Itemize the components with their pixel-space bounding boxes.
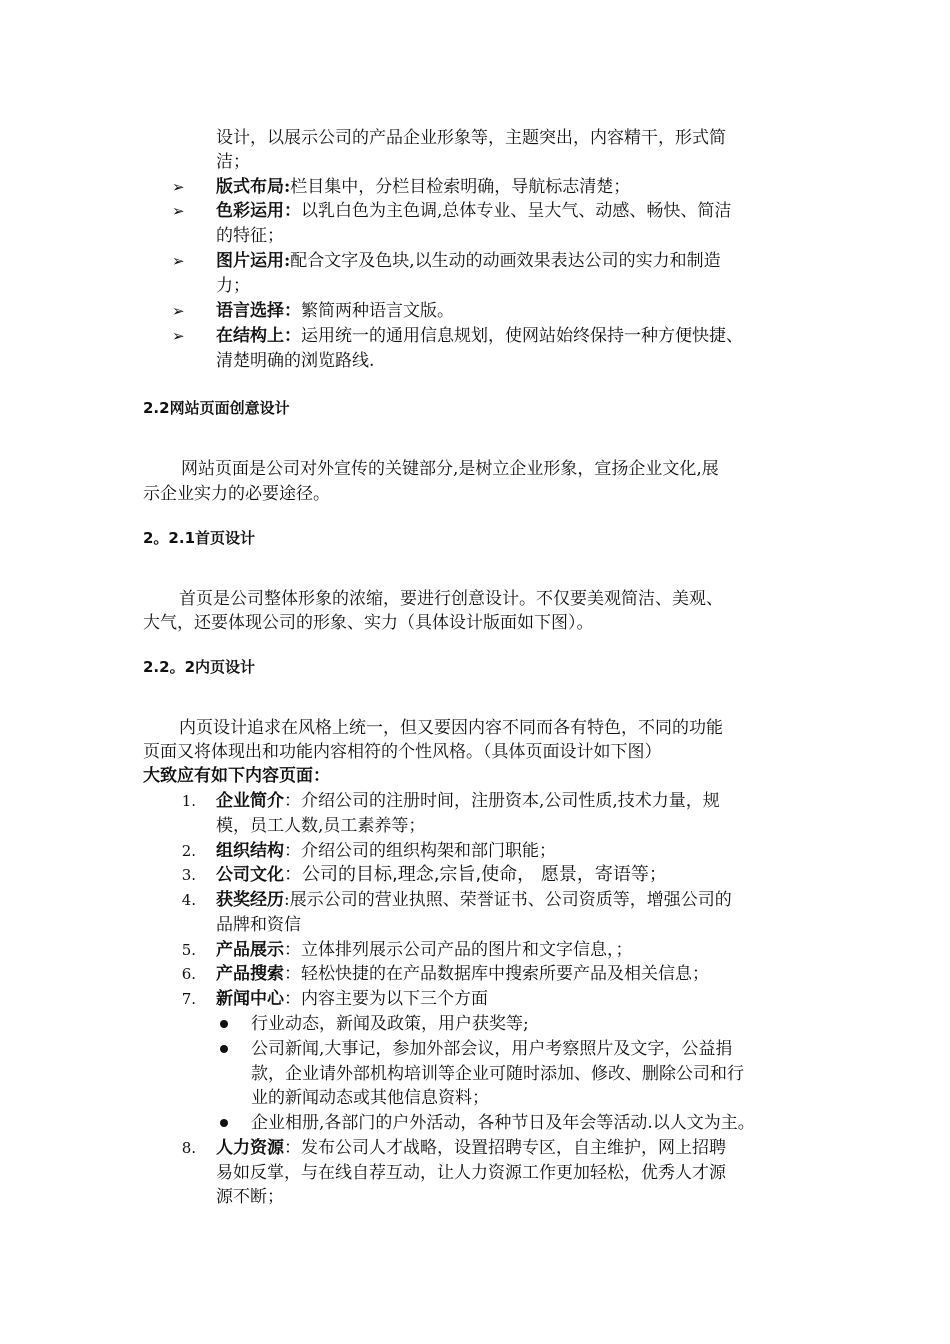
list-number: 7. [181,990,196,1008]
numbered-item-label: 产品搜索 [216,964,284,984]
numbered-item [216,962,709,986]
bullet-item: 企业相册,各部门的户外活动，各种节日及年会等活动.以人文为主。 [251,1113,755,1133]
list-number: 2. [181,842,196,860]
bullet-item-continuation: 款，企业请外部机构培训等企业可随时添加、修改、删除公司和行 [251,1064,744,1084]
arrow-bullet-icon: ➢ [172,327,185,345]
bullet-dot-icon [220,1020,228,1028]
intro-line-2: 洁； [216,152,250,172]
bullet-item: 行业动态，新闻及政策，用户获奖等; [251,1014,529,1034]
numbered-item-label: 获奖经历 [216,890,284,910]
section-2-2-1-para-line-2: 大气，还要体现公司的形象、实力（具体设计版面如下图）。 [143,613,594,633]
arrow-item [216,249,721,273]
numbered-item-text: ：立体排列展示公司产品的图片和文字信息，； [284,940,633,960]
intro-line-1: 设计，以展示公司的产品企业形象等，主题突出，内容精干，形式简 [216,128,726,148]
numbered-item-label: 组织结构 [216,841,284,861]
numbered-item-continuation: 易如反掌，与在线自荐互动，让人力资源工作更加轻松，优秀人才源 [216,1163,726,1183]
list-number: 6. [181,965,196,983]
arrow-item-continuation: 清楚明确的浏览路线. [216,351,375,371]
numbered-item [216,987,488,1011]
arrow-item-text: 以乳白色为主色调,总体专业、呈大气、动感、畅快、简洁 [301,201,732,221]
section-2-2-para-line-1: 网站页面是公司对外宣传的关键部分,是树立企业形象，宣扬企业文化,展 [181,459,719,479]
arrow-item [216,175,630,199]
arrow-item-text: 栏目集中，分栏目检索明确，导航标志清楚； [290,177,631,197]
content-pages-subheading: 大致应有如下内容页面： [143,766,330,786]
numbered-item [216,789,720,813]
numbered-item-continuation: 品牌和资信 [216,915,301,935]
list-number: 1. [181,792,196,810]
numbered-item-label: 企业简介 [216,791,284,811]
arrow-item-label: 版式布局: [216,177,291,197]
list-number: 3. [181,866,196,884]
list-number: 4. [181,891,196,909]
numbered-item-label: 新闻中心 [216,989,284,1009]
arrow-item [216,299,454,323]
section-2-2-2-para-line-1: 内页设计追求在风格上统一，但又要因内容不同而各有特色，不同的功能 [179,718,723,738]
numbered-item-continuation: 源不断； [216,1187,284,1207]
bullet-dot-icon [220,1119,228,1127]
arrow-bullet-icon: ➢ [172,302,185,320]
arrow-item-text: 配合文字及色块,以生动的动画效果表达公司的实力和制造 [290,251,721,271]
arrow-item [216,324,743,348]
bullet-item-continuation: 业的新闻动态或其他信息资料； [251,1088,489,1108]
bullet-item: 公司新闻,大事记，参加外部会议，用户考察照片及文字，公益捐 [251,1039,733,1059]
list-number: 8. [181,1139,196,1157]
arrow-item [216,199,731,223]
arrow-item-label: 图片运用: [216,251,291,271]
arrow-item-text: 运用统一的通用信息规划，使网站始终保持一种方便快捷、 [301,326,743,346]
numbered-item-text: ：内容主要为以下三个方面 [284,989,488,1009]
numbered-item [216,839,556,863]
numbered-item [216,888,732,912]
numbered-item-text: ：介绍公司的组织构架和部门职能； [284,841,556,861]
numbered-item [216,863,667,887]
numbered-item-text: :展示公司的营业执照、荣誉证书、公司资质等，增强公司的 [284,890,732,910]
arrow-bullet-icon: ➢ [172,202,185,220]
numbered-item-text: ：公司的目标,理念,宗旨,使命， 愿景，寄语等； [284,864,667,885]
arrow-item-continuation: 力； [216,276,250,296]
arrow-bullet-icon: ➢ [172,252,185,270]
numbered-item-text: ：发布公司人才战略，设置招聘专区，自主维护，网上招聘 [284,1138,726,1158]
arrow-item-label: 语言选择： [216,301,301,321]
section-heading-2-2-1: 2。2.1首页设计 [143,529,256,547]
numbered-item-text: ：轻松快捷的在产品数据库中搜索所要产品及相关信息； [284,964,709,984]
numbered-item-continuation: 模，员工人数,员工素养等； [216,816,426,836]
list-number: 5. [181,941,196,959]
arrow-bullet-icon: ➢ [172,178,185,196]
numbered-item [216,1136,726,1160]
bullet-dot-icon [220,1045,228,1053]
section-2-2-para-line-2: 示企业实力的必要途径。 [143,484,330,504]
section-heading-2-2-2: 2.2。2内页设计 [143,658,256,676]
section-2-2-2-para-line-2: 页面又将体现出和功能内容相符的个性风格。（具体页面设计如下图） [143,742,662,762]
arrow-item-label: 色彩运用： [216,201,301,221]
numbered-item-text: ：介绍公司的注册时间，注册资本,公司性质,技术力量，规 [284,791,720,811]
arrow-item-label: 在结构上： [216,326,301,346]
section-heading-2-2: 2.2网站页面创意设计 [143,399,290,417]
arrow-item-continuation: 的特征； [216,226,284,246]
numbered-item [216,938,633,962]
numbered-item-label: 产品展示 [216,940,284,960]
section-2-2-1-para-line-1: 首页是公司整体形象的浓缩，要进行创意设计。不仅要美观简洁、美观、 [179,589,723,609]
arrow-item-text: 繁简两种语言文版。 [301,301,454,321]
numbered-item-label: 人力资源 [216,1138,284,1158]
numbered-item-label: 公司文化 [216,865,284,885]
